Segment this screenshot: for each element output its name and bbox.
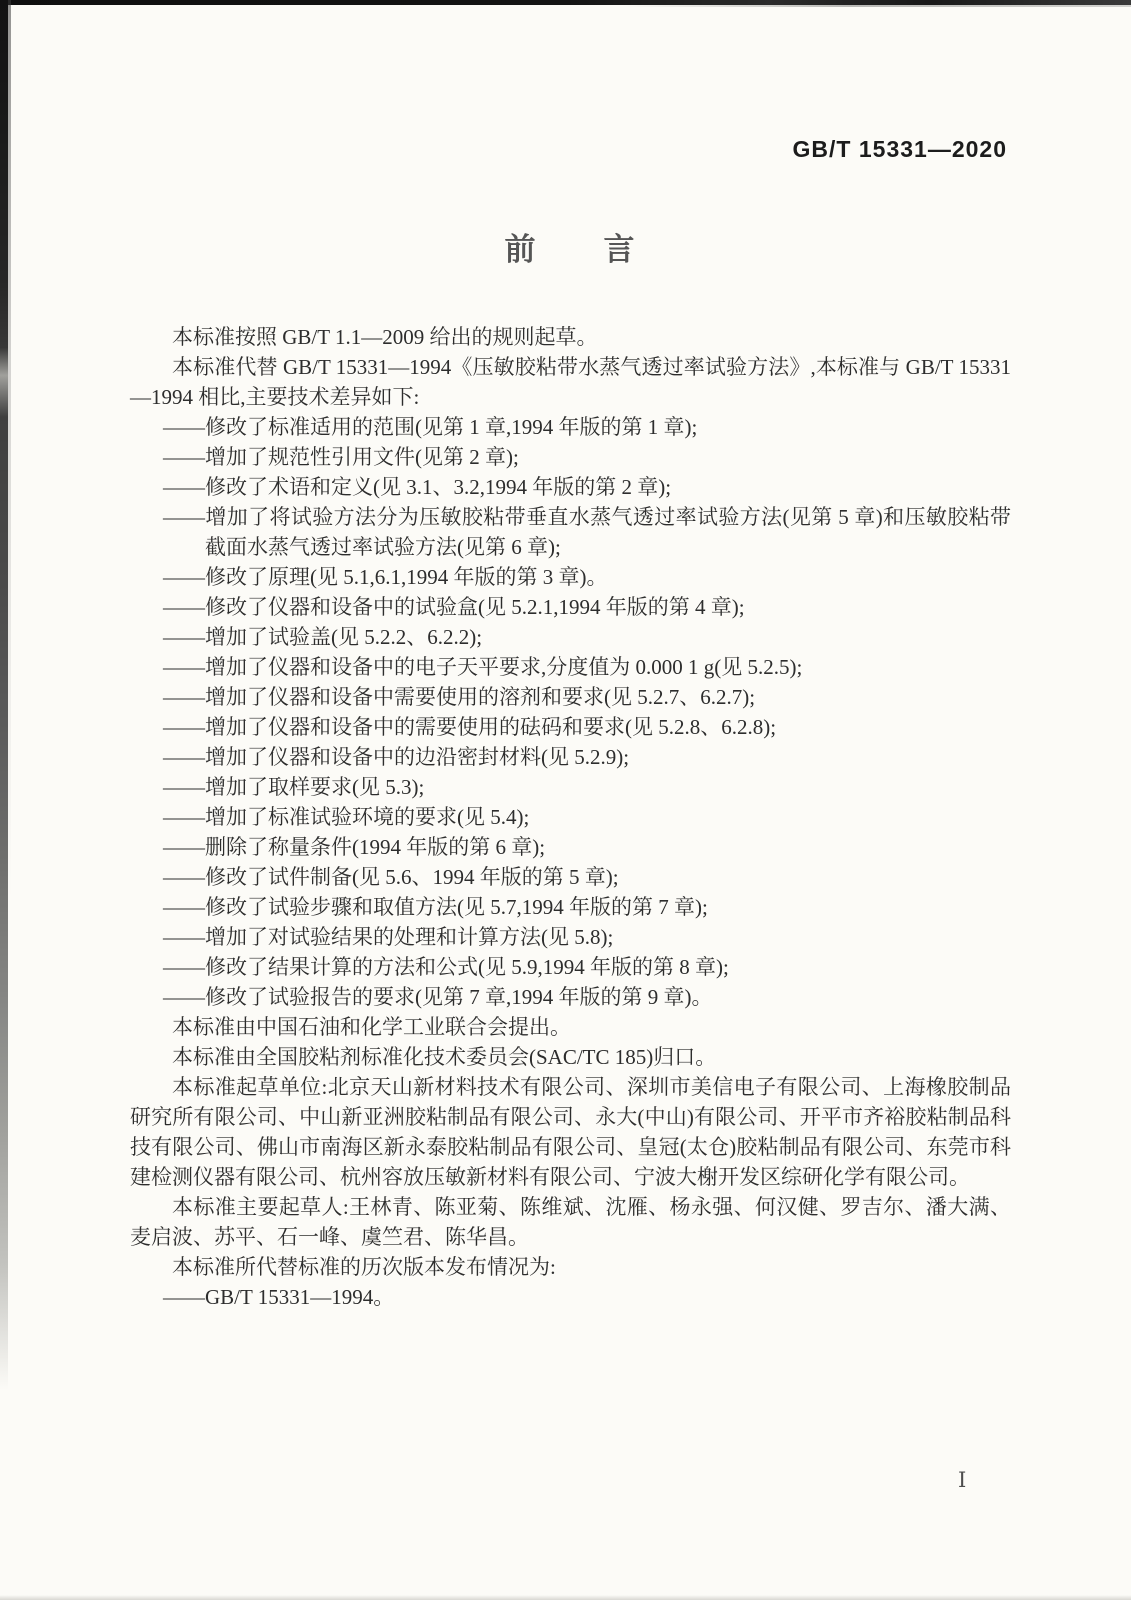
- dash-list-item: ——GB/T 15331—1994。: [163, 1285, 395, 1309]
- scan-edge-left: [0, 0, 8, 1390]
- dash-list-item: ——修改了标准适用的范围(见第 1 章,1994 年版的第 1 章);: [163, 415, 698, 439]
- dash-list-item: ——修改了试验步骤和取值方法(见 5.7,1994 年版的第 7 章);: [163, 895, 708, 919]
- dash-list-item: ——增加了取样要求(见 5.3);: [163, 775, 425, 799]
- scan-edge-left-fade: [8, 0, 11, 900]
- page-title: 前 言: [504, 232, 637, 267]
- dash-list-item: ——增加了仪器和设备中的电子天平要求,分度值为 0.000 1 g(见 5.2.5);: [163, 655, 803, 679]
- paragraph: 本标准由全国胶粘剂标准化技术委员会(SAC/TC 185)归口。: [172, 1045, 717, 1069]
- dash-list-item: ——增加了仪器和设备中需要使用的溶剂和要求(见 5.2.7、6.2.7);: [163, 685, 756, 709]
- paragraph: 本标准代替 GB/T 15331—1994《压敏胶粘带水蒸气透过率试验方法》,本标准与 GB/T 15331—1994 相比,主要技术差异如下:: [130, 355, 1011, 409]
- standard-code: GB/T 15331—2020: [792, 136, 1007, 162]
- paragraph: 本标准所代替标准的历次版本发布情况为:: [172, 1255, 556, 1279]
- paragraph: 本标准由中国石油和化学工业联合会提出。: [172, 1015, 571, 1039]
- dash-list-item: ——增加了将试验方法分为压敏胶粘带垂直水蒸气透过率试验方法(见第 5 章)和压敏胶粘带截面水蒸气透过率试验方法(见第 6 章);: [163, 505, 1011, 559]
- dash-list-item: ——增加了标准试验环境的要求(见 5.4);: [163, 805, 530, 829]
- dash-list-item: ——增加了仪器和设备中的边沿密封材料(见 5.2.9);: [163, 745, 630, 769]
- paragraph: 本标准起草单位:北京天山新材料技术有限公司、深圳市美信电子有限公司、上海橡胶制品研究所有限公司、中山新亚洲胶粘制品有限公司、永大(中山)有限公司、开平市齐裕胶粘制品科技有限公司、佛山市南海区新永泰胶粘制品有限公司、皇冠(太仓)胶粘制品有限公司、东莞市科建检测仪器有限公司、杭州容放压敏新材料有限公司、宁波大榭开发区综研化学有限公司。: [130, 1075, 1011, 1189]
- paragraph: 本标准主要起草人:王林青、陈亚菊、陈维斌、沈雁、杨永强、何汉健、罗吉尔、潘大满、麦启波、苏平、石一峰、虞竺君、陈华昌。: [130, 1195, 1011, 1249]
- dash-list-item: ——修改了结果计算的方法和公式(见 5.9,1994 年版的第 8 章);: [163, 955, 729, 979]
- content-blocks: [130, 322, 1011, 1312]
- dash-list-item: ——增加了试验盖(见 5.2.2、6.2.2);: [163, 625, 483, 649]
- dash-list-item: ——增加了仪器和设备中的需要使用的砝码和要求(见 5.2.8、6.2.8);: [163, 715, 777, 739]
- paragraph: 本标准按照 GB/T 1.1—2009 给出的规则起草。: [172, 325, 598, 349]
- dash-list-item: ——增加了对试验结果的处理和计算方法(见 5.8);: [163, 925, 614, 949]
- dash-list-item: ——修改了仪器和设备中的试验盒(见 5.2.1,1994 年版的第 4 章);: [163, 595, 745, 619]
- scan-edge-top-shadow: [0, 5, 1131, 7]
- dash-list-item: ——修改了试验报告的要求(见第 7 章,1994 年版的第 9 章)。: [163, 985, 713, 1009]
- dash-list-item: ——修改了原理(见 5.1,6.1,1994 年版的第 3 章)。: [163, 565, 608, 589]
- scan-edge-bottom: [0, 1595, 1131, 1600]
- page-number: Ⅰ: [958, 1468, 967, 1492]
- dash-list-item: ——增加了规范性引用文件(见第 2 章);: [163, 445, 519, 469]
- dash-list-item: ——删除了称量条件(1994 年版的第 6 章);: [163, 835, 546, 859]
- dash-list-item: ——修改了术语和定义(见 3.1、3.2,1994 年版的第 2 章);: [163, 475, 672, 499]
- dash-list-item: ——修改了试件制备(见 5.6、1994 年版的第 5 章);: [163, 865, 619, 889]
